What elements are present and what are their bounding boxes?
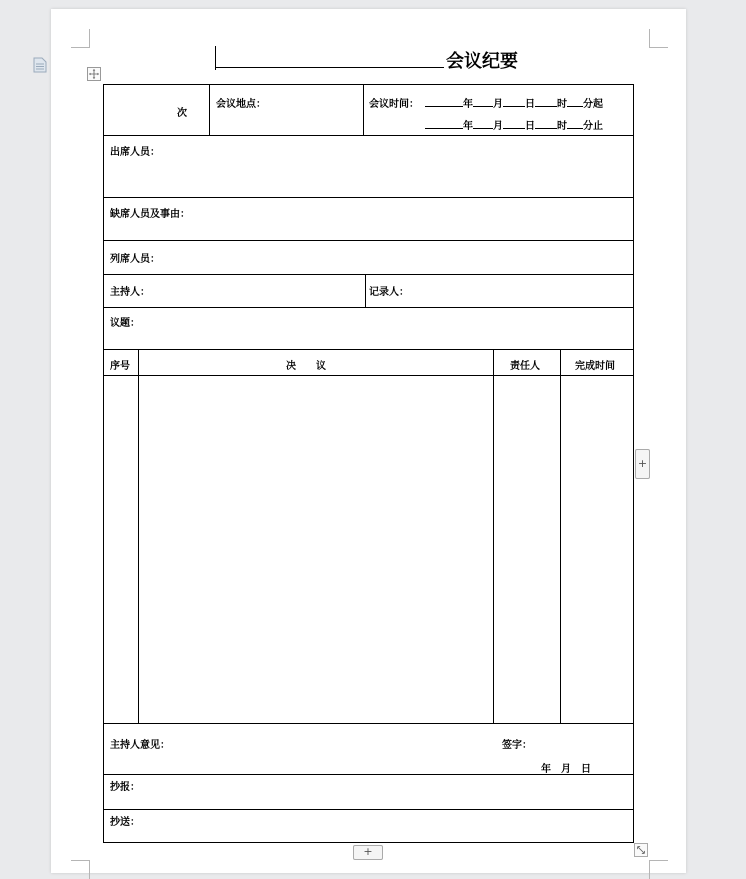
document-title: 会议纪要 — [446, 51, 518, 72]
margin-corner-bottom-right — [649, 860, 668, 879]
row-divider — [104, 240, 633, 241]
row-divider — [104, 349, 633, 350]
signature-label: 签字： — [502, 740, 532, 751]
add-row-button[interactable]: + — [353, 845, 383, 860]
row-divider — [104, 375, 633, 376]
row-divider — [104, 135, 633, 136]
add-column-button[interactable]: + — [635, 449, 650, 479]
row-divider — [104, 723, 633, 724]
margin-corner-top-right — [649, 29, 668, 48]
margin-corner-bottom-left — [71, 860, 90, 879]
agenda-label: 议题： — [110, 318, 140, 329]
row-divider — [104, 809, 633, 810]
meeting-minutes-form — [103, 84, 634, 843]
move-icon[interactable] — [87, 67, 101, 81]
document-icon[interactable] — [33, 57, 47, 73]
row-divider — [104, 307, 633, 308]
signature-date: 年 月 日 — [541, 764, 591, 775]
absentees-label: 缺席人员及事由： — [110, 209, 190, 220]
host-opinion-label: 主持人意见： — [110, 740, 170, 751]
col-divider — [560, 349, 561, 723]
col-resolution-header: 决 议 — [286, 361, 326, 372]
attendees-label: 出席人员： — [110, 147, 160, 158]
host-label: 主持人： — [110, 287, 150, 298]
col-owner-header: 责任人 — [510, 361, 540, 372]
observers-label: 列席人员： — [110, 254, 160, 265]
margin-corner-top-left — [71, 29, 90, 48]
resize-icon[interactable] — [634, 843, 648, 857]
title-blank-line[interactable] — [216, 67, 444, 68]
start-time[interactable]: 年 月 日 时 分起 — [425, 95, 603, 110]
col-no-header: 序号 — [110, 361, 130, 372]
report-to-label: 抄报： — [110, 782, 140, 793]
col-deadline-header: 完成时间 — [575, 361, 615, 372]
col-divider — [363, 85, 364, 135]
session-number-suffix: 次 — [177, 108, 187, 119]
time-label: 会议时间： — [369, 99, 419, 110]
col-divider — [138, 349, 139, 723]
col-divider — [209, 85, 210, 135]
location-label: 会议地点： — [216, 99, 266, 110]
col-divider — [365, 274, 366, 307]
row-divider — [104, 197, 633, 198]
col-divider — [493, 349, 494, 723]
end-time[interactable]: 年 月 日 时 分止 — [425, 117, 603, 132]
send-to-label: 抄送： — [110, 817, 140, 828]
row-divider — [104, 274, 633, 275]
recorder-label: 记录人： — [369, 287, 409, 298]
